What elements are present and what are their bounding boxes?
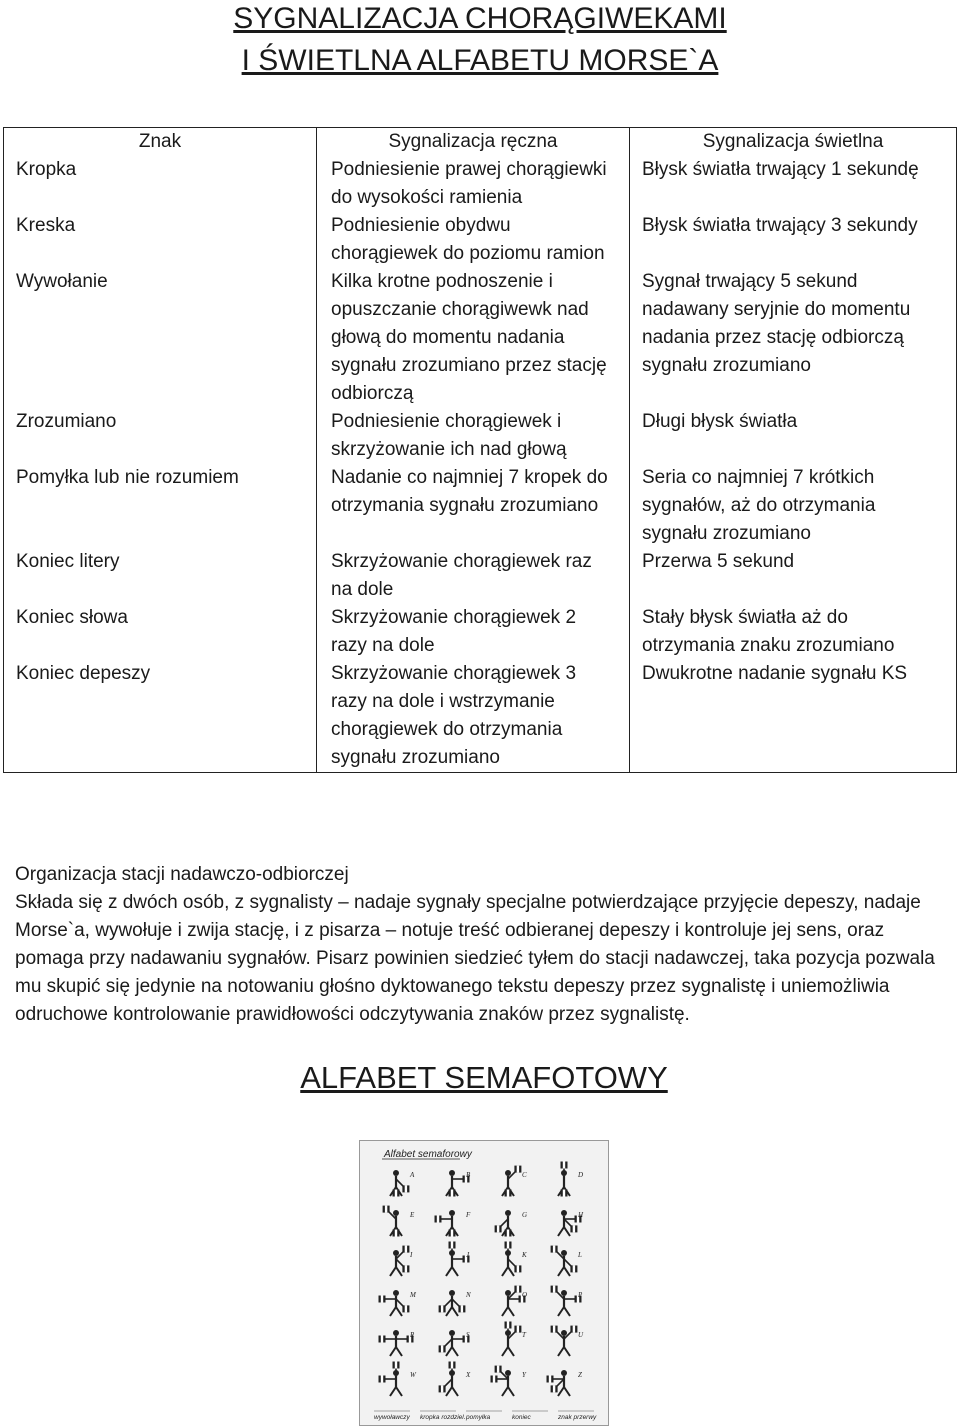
- cell-swietlna: Dwukrotne nadanie sygnału KS: [642, 663, 908, 684]
- cell-swietlna: Przerwa 5 sekund: [642, 551, 795, 572]
- cell-swietlna: Stały błysk światła aż do otrzymania znaku zrozumiano: [642, 607, 895, 656]
- semaphore-caption: pomyłka: [466, 1414, 491, 1421]
- semaphore-letter-label: O: [522, 1291, 528, 1299]
- semaphore-letter-label: J: [466, 1251, 470, 1259]
- cell-znak: Kropka: [16, 159, 77, 180]
- semaphore-alphabet-title: ALFABET SEMAFOTOWY: [300, 1060, 668, 1095]
- cell-znak: Koniec litery: [16, 551, 120, 572]
- semaphore-alphabet-figure: [359, 1140, 609, 1426]
- table-row: [4, 212, 957, 268]
- table-row: [4, 548, 957, 604]
- cell-znak: Zrozumiano: [16, 411, 117, 432]
- figure-caption-title: Alfabet semaforowy: [384, 1149, 472, 1160]
- table-header-row: [4, 128, 957, 157]
- column-header-swietlna: Sygnalizacja świetlna: [630, 128, 957, 157]
- organization-section: [15, 861, 945, 1029]
- semaphore-letter-label: S: [466, 1331, 470, 1339]
- semaphore-letter-label: M: [410, 1291, 416, 1299]
- cell-znak: Wywołanie: [16, 271, 108, 292]
- cell-swietlna: Długi błysk światła: [642, 411, 798, 432]
- organization-heading: Organizacja stacji nadawczo-odbiorczej: [15, 864, 349, 885]
- semaphore-letter-label: F: [466, 1211, 471, 1219]
- column-header-znak: Znak: [4, 128, 317, 157]
- table-row: [4, 660, 957, 773]
- semaphore-letter-label: N: [466, 1291, 471, 1299]
- cell-reczna: Skrzyżowanie chorągiewek 2 razy na dole: [331, 607, 577, 656]
- cell-reczna: Skrzyżowanie chorągiewek 3 razy na dole i wstrzymanie chorągiewek do otrzymania sygnału zrozumiano: [331, 663, 577, 768]
- semaphore-caption: wywoławczy: [374, 1414, 410, 1421]
- organization-body: Składa się z dwóch osób, z sygnalisty – nadaje sygnały specjalne potwierdzające przyjęcie depeszy, nadaje Morse`a, wywołuje i zwija stację, i z pisarza – notuje treść odbieranej depeszy i kontroluje jej sens, oraz pomaga przy nadawaniu sygnałów. Pisarz powinien siedzieć tyłem do stacji nadawczej, taka pozycja pozwala mu skupić się jedynie na notowaniu głośno dyktowanego tekstu depeszy przez sygnalistę i uniemożliwia odruchowe kontrolowanie prawidłowości odczytywania znaków przez sygnalistę.: [15, 892, 935, 1025]
- semaphore-letter-label: R: [410, 1331, 415, 1339]
- signals-table: [3, 127, 957, 773]
- semaphore-letter-label: T: [522, 1331, 526, 1339]
- semaphore-letter-label: P: [578, 1291, 583, 1299]
- cell-reczna: Podniesienie obydwu chorągiewek do poziomu ramion: [331, 215, 605, 264]
- table-row: [4, 268, 957, 408]
- cell-reczna: Nadanie co najmniej 7 kropek do otrzymania sygnału zrozumiano: [331, 467, 608, 516]
- semaphore-letter-label: D: [578, 1171, 584, 1179]
- semaphore-letter-label: A: [410, 1171, 415, 1179]
- cell-reczna: Skrzyżowanie chorągiewek raz na dole: [331, 551, 592, 600]
- page-title-line-1: SYGNALIZACJA CHORĄGIWEKAMI: [233, 2, 727, 35]
- semaphore-letter-label: X: [466, 1371, 471, 1379]
- semaphore-caption: znak przerwy: [558, 1414, 597, 1421]
- cell-swietlna: Sygnał trwający 5 sekund nadawany seryjnie do momentu nadania przez stację odbiorczą sygnału zrozumiano: [642, 271, 911, 376]
- cell-znak: Koniec słowa: [16, 607, 128, 628]
- semaphore-letter-label: C: [522, 1171, 527, 1179]
- semaphore-letter-label: U: [578, 1331, 584, 1339]
- cell-znak: Koniec depeszy: [16, 663, 151, 684]
- page-title-line-2: I ŚWIETLNA ALFABETU MORSE`A: [241, 44, 719, 77]
- cell-reczna: Podniesienie prawej chorągiewki do wysokości ramienia: [331, 159, 607, 208]
- semaphore-letter-label: W: [410, 1371, 416, 1379]
- cell-swietlna: Błysk światła trwający 3 sekundy: [642, 215, 918, 236]
- table-row: [4, 464, 957, 548]
- cell-swietlna: Błysk światła trwający 1 sekundę: [642, 159, 919, 180]
- semaphore-figures-illustration: [360, 1141, 608, 1425]
- table-row: [4, 604, 957, 660]
- table-row: [4, 408, 957, 464]
- semaphore-letter-label: L: [578, 1251, 582, 1259]
- cell-znak: Pomyłka lub nie rozumiem: [16, 467, 239, 488]
- semaphore-letter-label: Y: [522, 1371, 526, 1379]
- cell-reczna: Podniesienie chorągiewek i skrzyżowanie ich nad głową: [331, 411, 567, 460]
- semaphore-letter-label: Z: [578, 1371, 582, 1379]
- cell-swietlna: Seria co najmniej 7 krótkich sygnałów, aż do otrzymania sygnału zrozumiano: [642, 467, 876, 544]
- semaphore-letter-label: H: [578, 1211, 584, 1219]
- column-header-reczna: Sygnalizacja ręczna: [317, 128, 630, 157]
- semaphore-letter-label: I: [410, 1251, 413, 1259]
- semaphore-caption: koniec: [512, 1414, 531, 1421]
- table-row: [4, 156, 957, 212]
- semaphore-letter-label: G: [522, 1211, 528, 1219]
- cell-reczna: Kilka krotne podnoszenie i opuszczanie chorągiwewk nad głową do momentu nadania sygnału zrozumiano przez stację odbiorczą: [331, 271, 607, 404]
- semaphore-letter-label: B: [466, 1171, 471, 1179]
- semaphore-letter-label: E: [410, 1211, 415, 1219]
- semaphore-caption: kropka rozdziel.: [420, 1414, 466, 1421]
- semaphore-letter-label: K: [522, 1251, 527, 1259]
- cell-znak: Kreska: [16, 215, 76, 236]
